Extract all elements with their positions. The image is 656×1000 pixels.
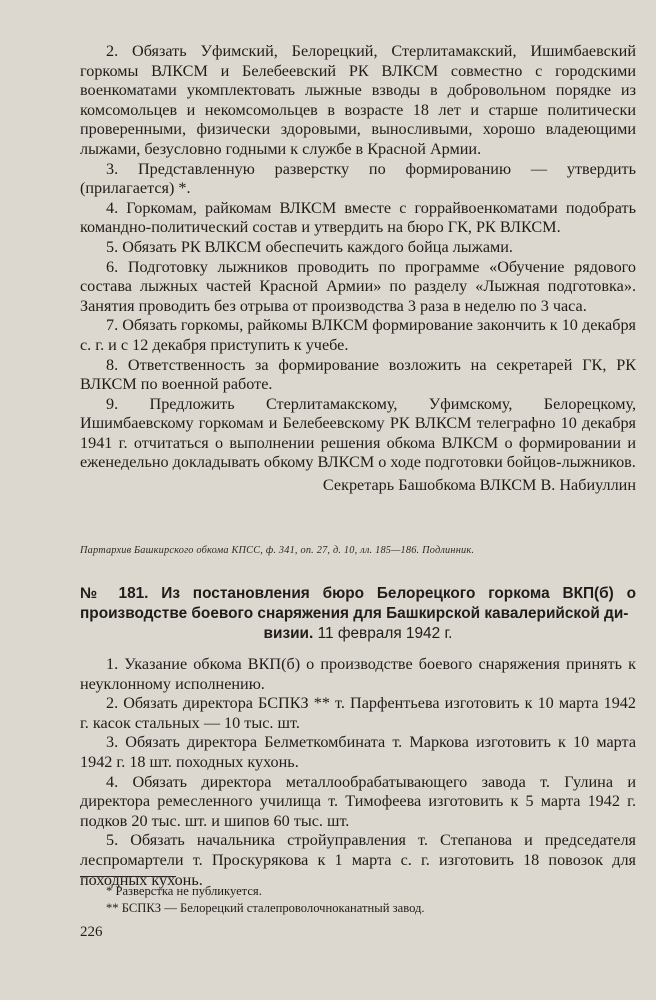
doc181-item-4: 4. Обязать директора металлообрабатывающего завода т. Гулина и директора ремесленного училища т. Тимофеева изготовить к 5 марта 1942 г. подков 20 тыс. шт. и шипов 60 тыс. шт. (80, 772, 636, 830)
item-3: 3. Представленную разверстку по формированию — утвердить (прилагается) *. (80, 159, 636, 198)
item-8: 8. Ответственность за формирование возложить на секретарей ГК, РК ВЛКСМ по военной работе. (80, 355, 636, 394)
item-9: 9. Предложить Стерлитамакскому, Уфимскому, Белорецкому, Ишимбаевскому горкомам и Белебеевскому РК ВЛКСМ телеграфно 10 декабря 1941 г. отчитаться о выполнении решения обкома ВЛКСМ о формировании и еженедельно докладывать обкому ВЛКСМ о ходе подготовки бойцов-лыжников. (80, 394, 636, 472)
item-4: 4. Горкомам, райкомам ВЛКСМ вместе с горрайвоенкоматами подобрать командно-политический состав и утвердить на бюро ГК, РК ВЛКСМ. (80, 198, 636, 237)
item-5: 5. Обязать РК ВЛКСМ обеспечить каждого бойца лыжами. (106, 237, 513, 256)
doc181-item-1: 1. Указание обкома ВКП(б) о производстве боевого снаряжения принять к неуклонному исполнению. (80, 655, 636, 693)
signature: Секретарь Башобкома ВЛКСМ В. Набиуллин (322, 476, 636, 495)
heading-title: № 181. Из постановления бюро Белорецкого горкома ВКП(б) о производстве боевого снаряжения для Башкирской кавалерийской ди- (80, 585, 636, 622)
footnote-1: * Разверстка не публикуется. (106, 884, 262, 898)
item-6: 6. Подготовку лыжников проводить по программе «Обучение рядового состава лыжных частей Красной Армии» по разделу «Лыжная подготовка». Занятия проводить без отрыва от производства 3 раза в неделю по 3 часа. (80, 257, 636, 315)
heading-last-line (80, 624, 636, 644)
footnote-divider (80, 876, 176, 877)
resolution-items-top (80, 42, 636, 496)
footnotes (80, 883, 636, 916)
document-181-heading (80, 584, 636, 644)
doc181-item-3: 3. Обязать директора Белметкомбината т. Маркова изготовить к 10 марта 1942 г. 18 шт. походных кухонь. (80, 733, 636, 771)
footnote-2: ** БСПКЗ — Белорецкий сталепроволочноканатный завод. (106, 900, 425, 915)
heading-date: 11 февраля 1942 г. (313, 625, 453, 642)
document-181-items (80, 655, 636, 890)
archive-reference: Партархив Башкирского обкома КПСС, ф. 341, оп. 27, д. 10, лл. 185—186. Подлинник. (80, 545, 475, 556)
item-7: 7. Обязать горкомы, райкомы ВЛКСМ формирование закончить к 10 декабря с. г. и с 12 декабря приступить к учебе. (80, 316, 636, 354)
doc181-item-2: 2. Обязать директора БСПКЗ ** т. Парфентьева изготовить к 10 марта 1942 г. касок стальных — 10 тыс. шт. (80, 694, 636, 732)
item-2: 2. Обязать Уфимский, Белорецкий, Стерлитамакский, Ишимбаевский горкомы ВЛКСМ и Белебеевский РК ВЛКСМ совместно с городскими военкоматами укомплектовать лыжные взводы в добровольном порядке из комсомольцев и некомсомольцев в возрасте 18 лет и старше политически проверенными, физически здоровыми, выносливыми, хорошо владеющими лыжами, безусловно годными к службе в Красной Армии. (80, 42, 636, 158)
page-number: 226 (80, 924, 103, 940)
heading-title-end: визии. (263, 625, 314, 642)
doc181-item-5: 5. Обязать начальника стройуправления т. Степанова и председателя леспромартели т. Проскурякова к 1 марта с. г. изготовить 18 повозок для походных кухонь. (80, 831, 636, 889)
